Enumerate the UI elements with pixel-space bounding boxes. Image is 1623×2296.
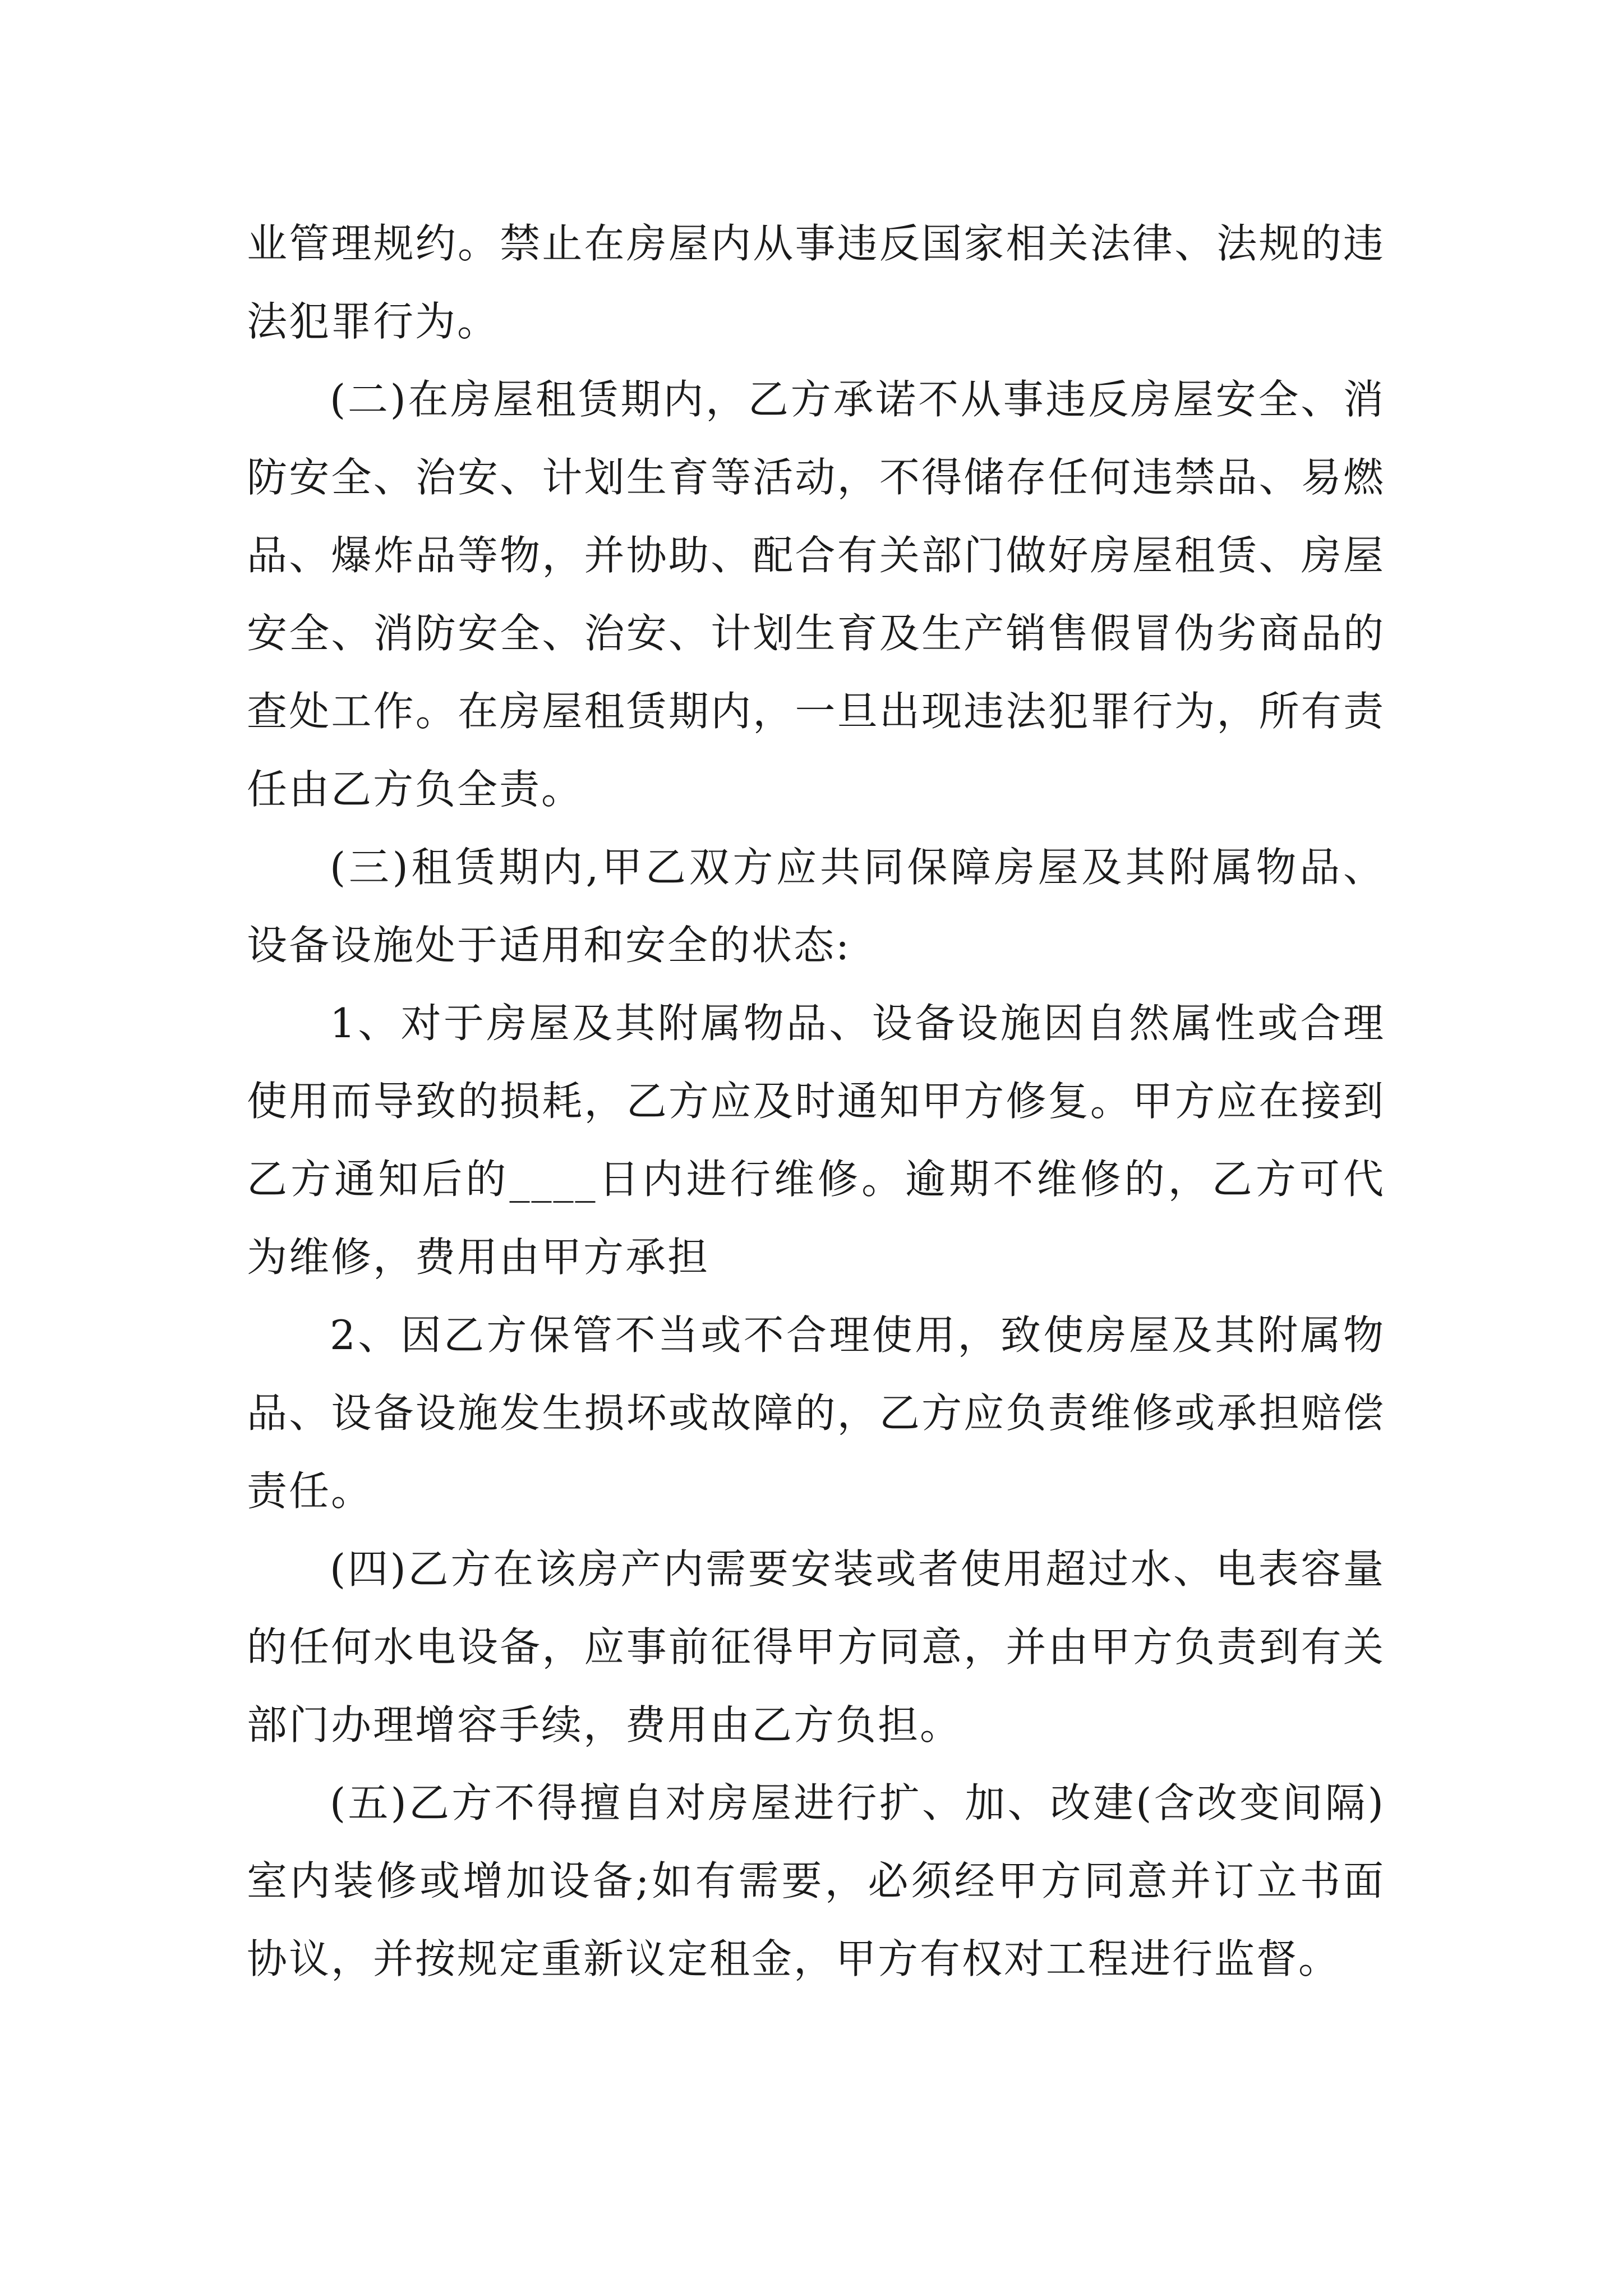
paragraph-clause-4: (四)乙方在该房产内需要安装或者使用超过水、电表容量的任何水电设备，应事前征得甲方同意，并由甲方负责到有关部门办理增容手续，费用由乙方负担。 bbox=[247, 1545, 1385, 1749]
paragraph-clause-3-item-1: 1、对于房屋及其附属物品、设备设施因自然属性或合理使用而导致的损耗，乙方应及时通知甲方修复。甲方应在接到乙方通知后的____日内进行维修。逾期不维修的，乙方可代为维修，费用由甲方承担 bbox=[247, 1000, 1385, 1281]
paragraph-continuation: 业管理规约。禁止在房屋内从事违反国家相关法律、法规的违法犯罪行为。 bbox=[247, 220, 1385, 345]
paragraph-clause-5: (五)乙方不得擅自对房屋进行扩、加、改建(含改变间隔)室内装修或增加设备;如有需要，必须经甲方同意并订立书面协议，并按规定重新议定租金，甲方有权对工程进行监督。 bbox=[247, 1779, 1385, 1982]
paragraph-clause-2: (二)在房屋租赁期内，乙方承诺不从事违反房屋安全、消防安全、治安、计划生育等活动，不得储存任何违禁品、易燃品、爆炸品等物，并协助、配合有关部门做好房屋租赁、房屋安全、消防安全、治安、计划生育及生产销售假冒伪劣商品的查处工作。在房屋租赁期内，一旦出现违法犯罪行为，所有责任由乙方负全责。 bbox=[247, 376, 1385, 813]
paragraph-clause-3-item-2: 2、因乙方保管不当或不合理使用，致使房屋及其附属物品、设备设施发生损坏或故障的，乙方应负责维修或承担赔偿责任。 bbox=[247, 1312, 1385, 1515]
document-body bbox=[247, 205, 1385, 1998]
paragraph-clause-3: (三)租赁期内,甲乙双方应共同保障房屋及其附属物品、设备设施处于适用和安全的状态: bbox=[247, 844, 1385, 969]
